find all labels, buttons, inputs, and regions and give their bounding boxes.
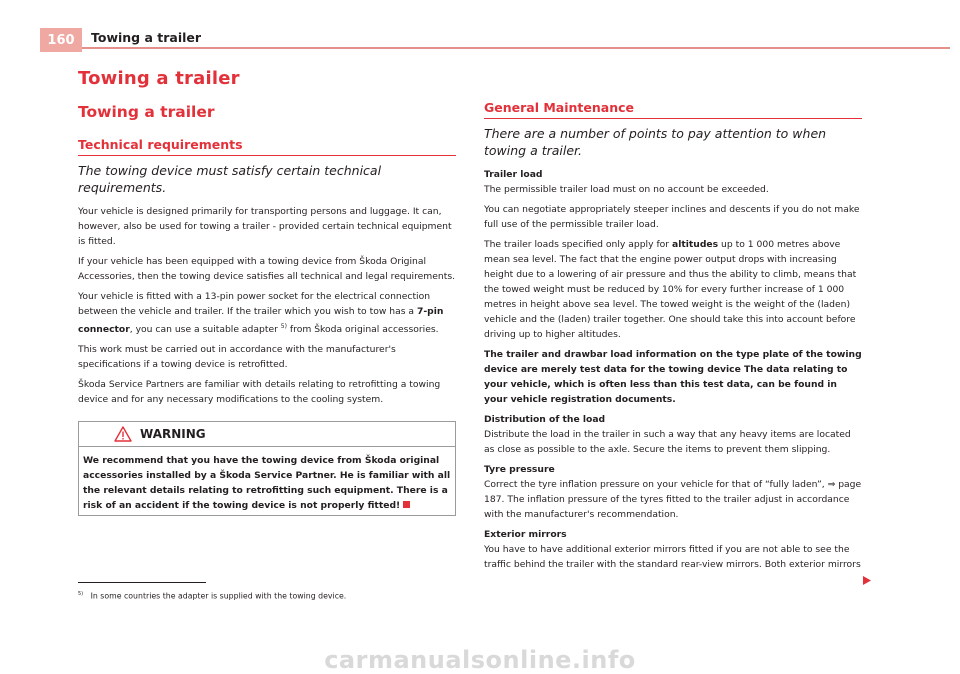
right-column (484, 58, 862, 577)
header-rule (82, 47, 950, 49)
paragraph: If your vehicle has been equipped with a towing device from Škoda Original Accessories, then the towing device satisfies all technical and legal requirements. (78, 256, 456, 282)
page-header (0, 0, 960, 50)
footnote (78, 591, 346, 601)
footnote-ref: 5) (280, 323, 287, 330)
paragraph: Your vehicle is fitted with a 13-pin power socket for the electrical connection between the vehicle and trailer. If the trailer which you wish to tow has a 7-pin connector, you can use a suitable adapter $^{5)}$ from Škoda original accessories. (78, 291, 444, 336)
chapter-title: Towing a trailer (78, 68, 240, 89)
footnote-marker: 5) (78, 591, 84, 597)
exterior-mirrors-title: Exterior mirrors (484, 529, 567, 540)
warning-triangle-icon (114, 426, 132, 442)
warning-body (79, 447, 455, 515)
end-of-section-icon (403, 501, 410, 508)
paragraph: Your vehicle is designed primarily for transporting persons and luggage. It can, however, also be used for towing a trailer - provided certain technical equipment is fitted. (78, 206, 452, 247)
watermark: carmanualsonline.info (324, 646, 636, 674)
connector-term: 7-pin connector (78, 306, 444, 336)
paragraph: The permissible trailer load must on no account be exceeded. (484, 184, 769, 195)
technical-requirements-heading: Technical requirements (78, 137, 456, 156)
warning-text: We recommend that you have the towing device from Škoda original accessories installed by a Škoda Service Partner. He is familiar with all the relevant details relating to retrofitting such equipment. There is a risk of an accident if the towing device is not properly fitted! (83, 455, 451, 512)
tyre-pressure-title: Tyre pressure (484, 464, 555, 475)
paragraph: Distribute the load in the trailer in such a way that any heavy items are located as close as possible to the axle. Secure the items to prevent them slipping. (484, 429, 851, 455)
warning-box (78, 421, 456, 516)
trailer-load-title: Trailer load (484, 169, 543, 180)
footnote-text: In some countries the adapter is supplied with the towing device. (90, 591, 347, 601)
warning-header (79, 422, 455, 447)
continue-arrow-icon (862, 575, 872, 586)
distribution-title: Distribution of the load (484, 414, 606, 425)
paragraph: This work must be carried out in accordance with the manufacturer's specifications if a towing device is retrofitted. (78, 344, 396, 371)
altitudes-term: altitudes (672, 239, 719, 250)
general-maintenance-lead: There are a number of points to pay attention to when towing a trailer. (484, 126, 827, 158)
running-title: Towing a trailer (91, 30, 202, 45)
page-number: 160 (40, 28, 82, 52)
paragraph: Škoda Service Partners are familiar with details relating to retrofitting a towing device and for any necessary modifications to the cooling system. (78, 379, 441, 406)
footnote-rule (78, 582, 206, 583)
paragraph: You have to have additional exterior mirrors fitted if you are not able to see the traffic behind the trailer with the standard rear-view mirrors. Both exterior mirrors (484, 544, 861, 570)
technical-requirements-lead: The towing device must satisfy certain technical requirements. (78, 163, 382, 195)
paragraph: The trailer and drawbar load information on the type plate of the towing device are merely test data for the towing device The data relating to your vehicle, which is often less than this test data, can be found in your vehicle registration documents. (484, 349, 862, 405)
left-column (78, 58, 456, 516)
general-maintenance-heading: General Maintenance (484, 100, 862, 119)
paragraph: You can negotiate appropriately steeper inclines and descents if you do not make full use of the permissible trailer load. (484, 204, 860, 230)
paragraph: Correct the tyre inflation pressure on your vehicle for that of “fully laden”, ⇒ page 187. The inflation pressure of the tyres fitted to the trailer adjust in accordance with the manufacturer's recommendation. (484, 479, 862, 520)
warning-title: WARNING (140, 427, 206, 442)
paragraph: The trailer loads specified only apply for altitudes up to 1 000 metres above mean sea level. The fact that the engine power output drops with increasing height due to a lowering of air pressure and thus the ability to climb, means that the towed weight must be reduced by 10% for every further increase of 1 000 metres in height above sea level. The towed weight is the weight of the (laden) vehicle and the (laden) trailer together. One should take this into account before driving up to higher altitudes. (484, 239, 857, 340)
section-title: Towing a trailer (78, 103, 215, 121)
page-reference-link[interactable]: ⇒ page 187 (484, 479, 862, 505)
